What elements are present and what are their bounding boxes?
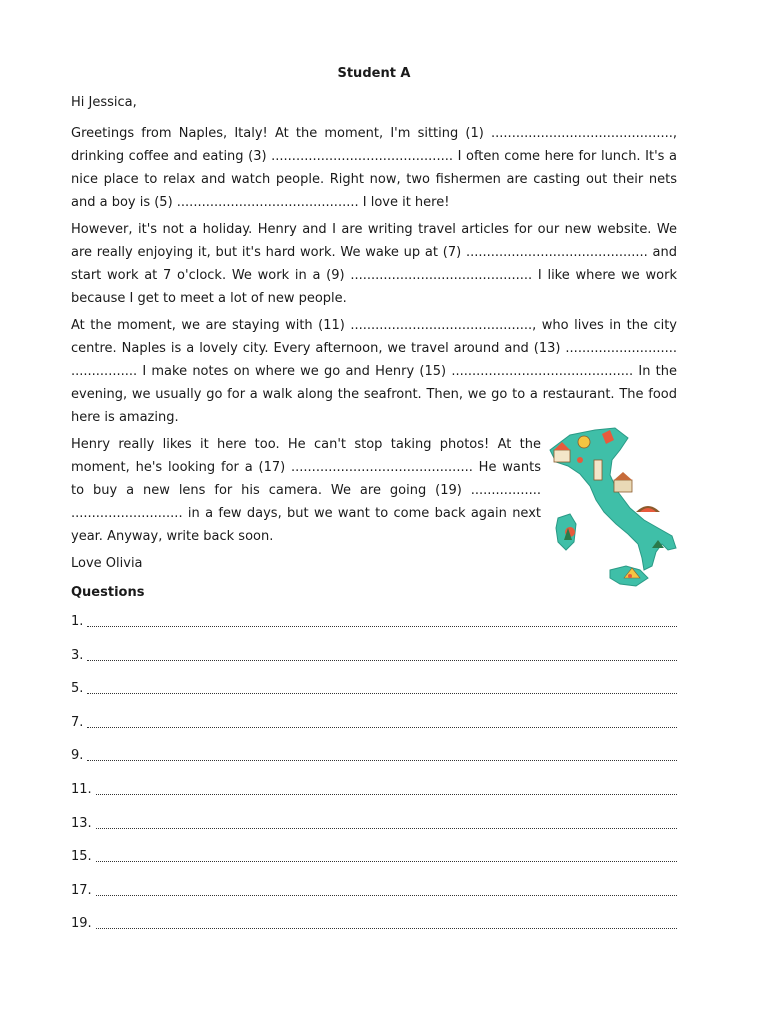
letter-paragraph-4: Henry really likes it here too. He can't stop taking photos! At the moment, he's looking for a (17) ............................................ He wants to buy a new lens for his camera. We are going (19) ................. ........................... in a few days, but we want to come back again next year. Anyway, write back soon.	[71, 437, 541, 544]
letter-paragraph-2: However, it's not a holiday. Henry and I are writing travel articles for our new website. We are really enjoying it, but it's hard work. We wake up at (7) ............................................ and start work at 7 o'clock. We work in a (9) ............................................ I like where we work because I get to meet a lot of new people.	[71, 222, 677, 306]
question-number: 15.	[71, 849, 92, 865]
page-title: Student A	[337, 66, 411, 81]
answer-line[interactable]	[96, 881, 677, 896]
question-row	[71, 679, 677, 713]
answer-line[interactable]	[96, 814, 677, 829]
question-row	[71, 612, 677, 646]
question-number: 1.	[71, 614, 84, 629]
question-number: 5.	[71, 681, 84, 697]
questions-list	[71, 612, 677, 948]
question-number: 9.	[71, 748, 84, 764]
question-number: 7.	[71, 714, 84, 730]
italy-map-illustration	[540, 420, 680, 600]
question-number: 11.	[71, 781, 92, 797]
answer-line[interactable]	[96, 847, 677, 862]
letter-closing: Love Olivia	[71, 556, 143, 571]
letter-paragraph-3: At the moment, we are staying with (11) ............................................, who lives in the city centre. Naples is a lovely city. Every afternoon, we travel around and (13) ........................... ................ I make notes on where we go and Henry (15) ............................................ In the evening, we usually go for a walk along the seafront. Then, we go to a restaurant. The food here is amazing.	[71, 318, 677, 425]
question-row	[71, 847, 677, 881]
question-row	[71, 713, 677, 747]
questions-heading: Questions	[71, 585, 145, 600]
answer-line[interactable]	[87, 713, 677, 728]
question-row	[71, 814, 677, 848]
question-number: 17.	[71, 882, 92, 898]
question-row	[71, 881, 677, 915]
question-row	[71, 746, 677, 780]
answer-line[interactable]	[87, 612, 677, 627]
question-row	[71, 914, 677, 948]
answer-line[interactable]	[87, 746, 677, 761]
question-number: 13.	[71, 815, 92, 831]
answer-line[interactable]	[96, 780, 677, 795]
letter-greeting: Hi Jessica,	[71, 95, 137, 110]
answer-line[interactable]	[87, 679, 677, 694]
question-number: 3.	[71, 647, 84, 663]
question-row	[71, 646, 677, 680]
question-number: 19.	[71, 916, 92, 932]
question-row	[71, 780, 677, 814]
answer-line[interactable]	[87, 646, 677, 661]
letter-paragraph-1: Greetings from Naples, Italy! At the moment, I'm sitting (1) ............................................, drinking coffee and eating (3) ............................................ I often come here for lunch. It's a nice place to relax and watch people. Right now, two fishermen are casting out their nets and a boy is (5) ............................................ I love it here!	[71, 126, 677, 210]
answer-line[interactable]	[96, 914, 677, 929]
